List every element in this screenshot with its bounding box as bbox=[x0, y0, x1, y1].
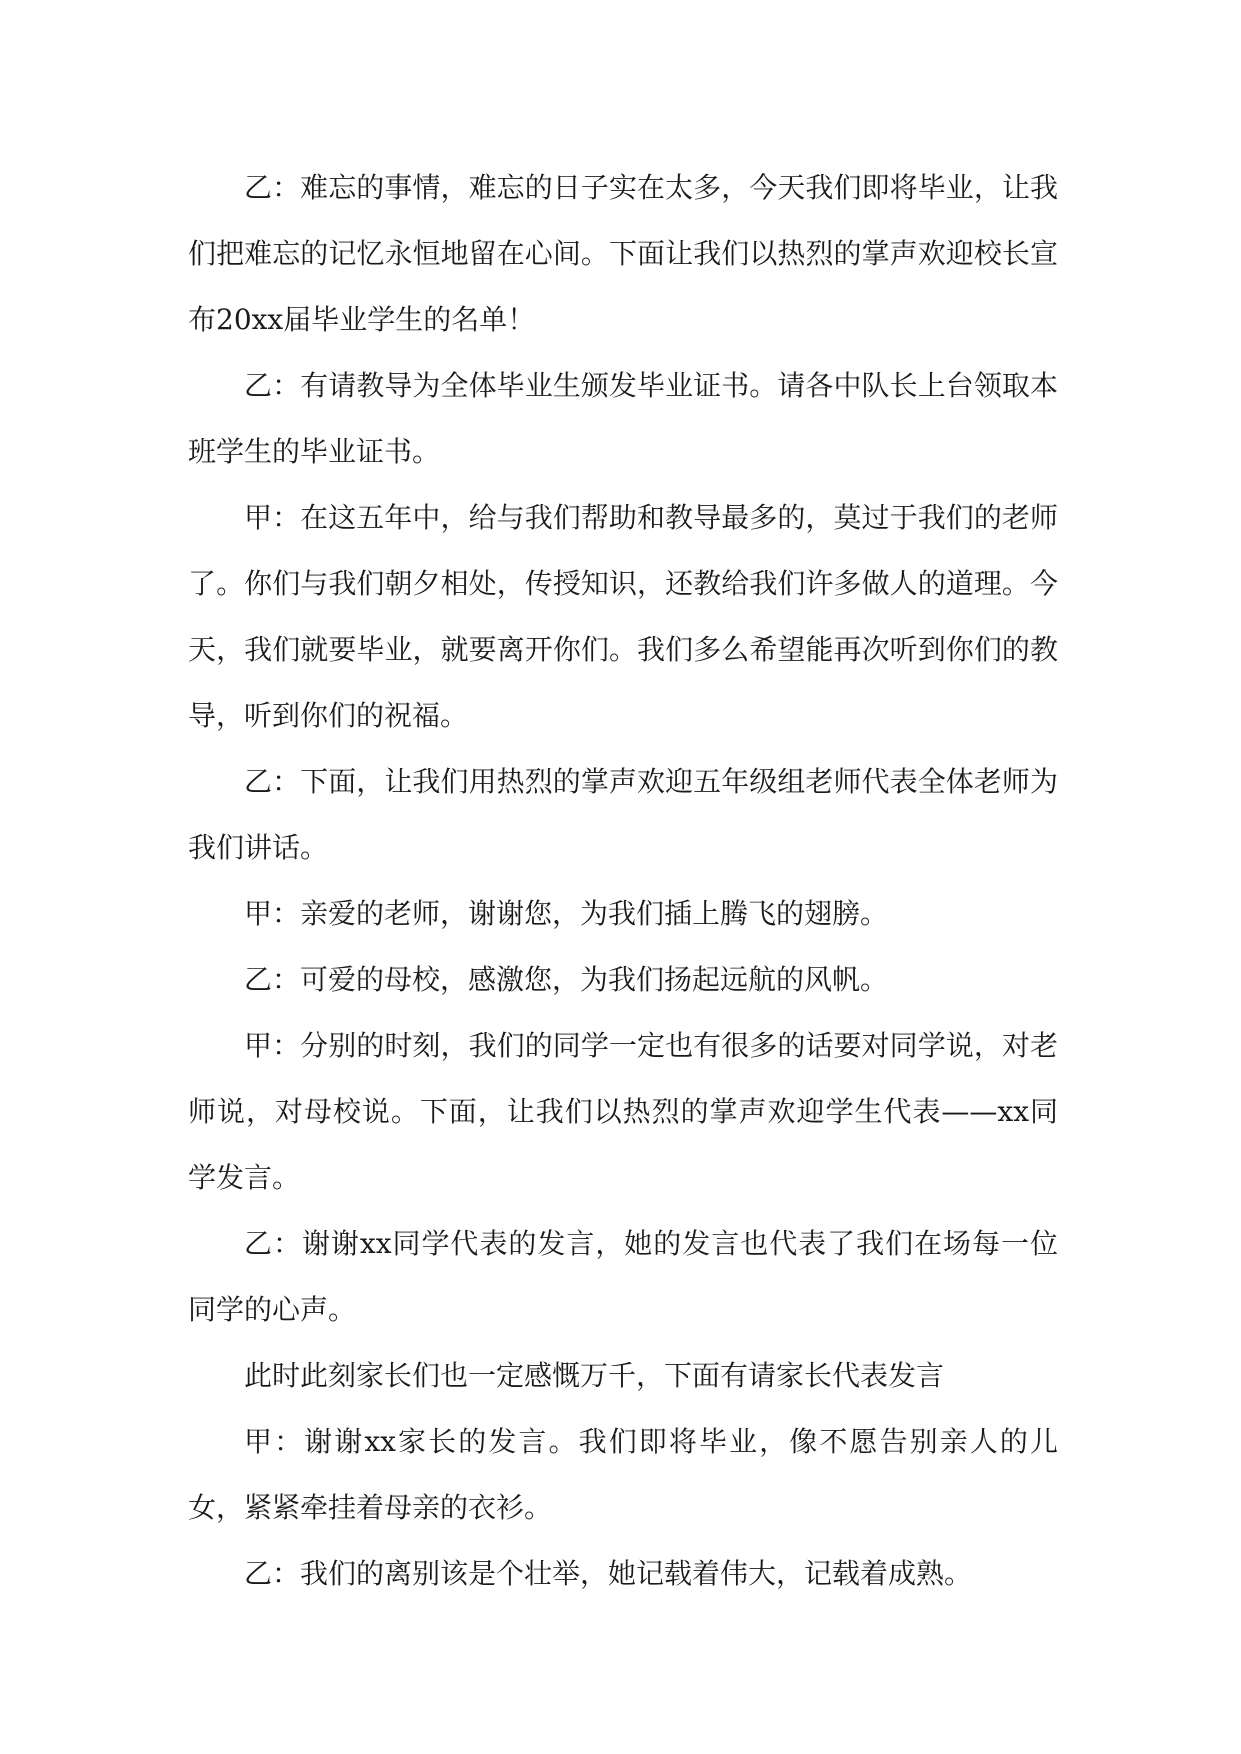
paragraph-7: 甲：分别的时刻，我们的同学一定也有很多的话要对同学说，对老师说，对母校说。下面，让我们以热烈的掌声欢迎学生代表——xx同学发言。 bbox=[188, 1029, 1058, 1194]
paragraph-6: 乙：可爱的母校，感激您，为我们扬起远航的风帆。 bbox=[244, 963, 889, 996]
document-body bbox=[188, 155, 1058, 1607]
paragraph-2: 乙：有请教导为全体毕业生颁发毕业证书。请各中队长上台领取本班学生的毕业证书。 bbox=[188, 369, 1058, 468]
paragraph-10: 甲：谢谢xx家长的发言。我们即将毕业，像不愿告别亲人的儿女，紧紧牵挂着母亲的衣衫。 bbox=[188, 1425, 1058, 1524]
paragraph-5: 甲：亲爱的老师，谢谢您，为我们插上腾飞的翅膀。 bbox=[244, 897, 889, 930]
paragraph-8: 乙：谢谢xx同学代表的发言，她的发言也代表了我们在场每一位同学的心声。 bbox=[188, 1227, 1058, 1326]
paragraph-4: 乙：下面，让我们用热烈的掌声欢迎五年级组老师代表全体老师为我们讲话。 bbox=[188, 765, 1058, 864]
paragraph-11: 乙：我们的离别该是个壮举，她记载着伟大，记载着成熟。 bbox=[244, 1557, 973, 1590]
paragraph-9: 此时此刻家长们也一定感慨万千，下面有请家长代表发言 bbox=[244, 1359, 945, 1392]
paragraph-3: 甲：在这五年中，给与我们帮助和教导最多的，莫过于我们的老师了。你们与我们朝夕相处，传授知识，还教给我们许多做人的道理。今天，我们就要毕业，就要离开你们。我们多么希望能再次听到你们的教导，听到你们的祝福。 bbox=[188, 501, 1058, 732]
paragraph-1: 乙：难忘的事情，难忘的日子实在太多，今天我们即将毕业，让我们把难忘的记忆永恒地留在心间。下面让我们以热烈的掌声欢迎校长宣布20xx届毕业学生的名单！ bbox=[188, 171, 1058, 336]
